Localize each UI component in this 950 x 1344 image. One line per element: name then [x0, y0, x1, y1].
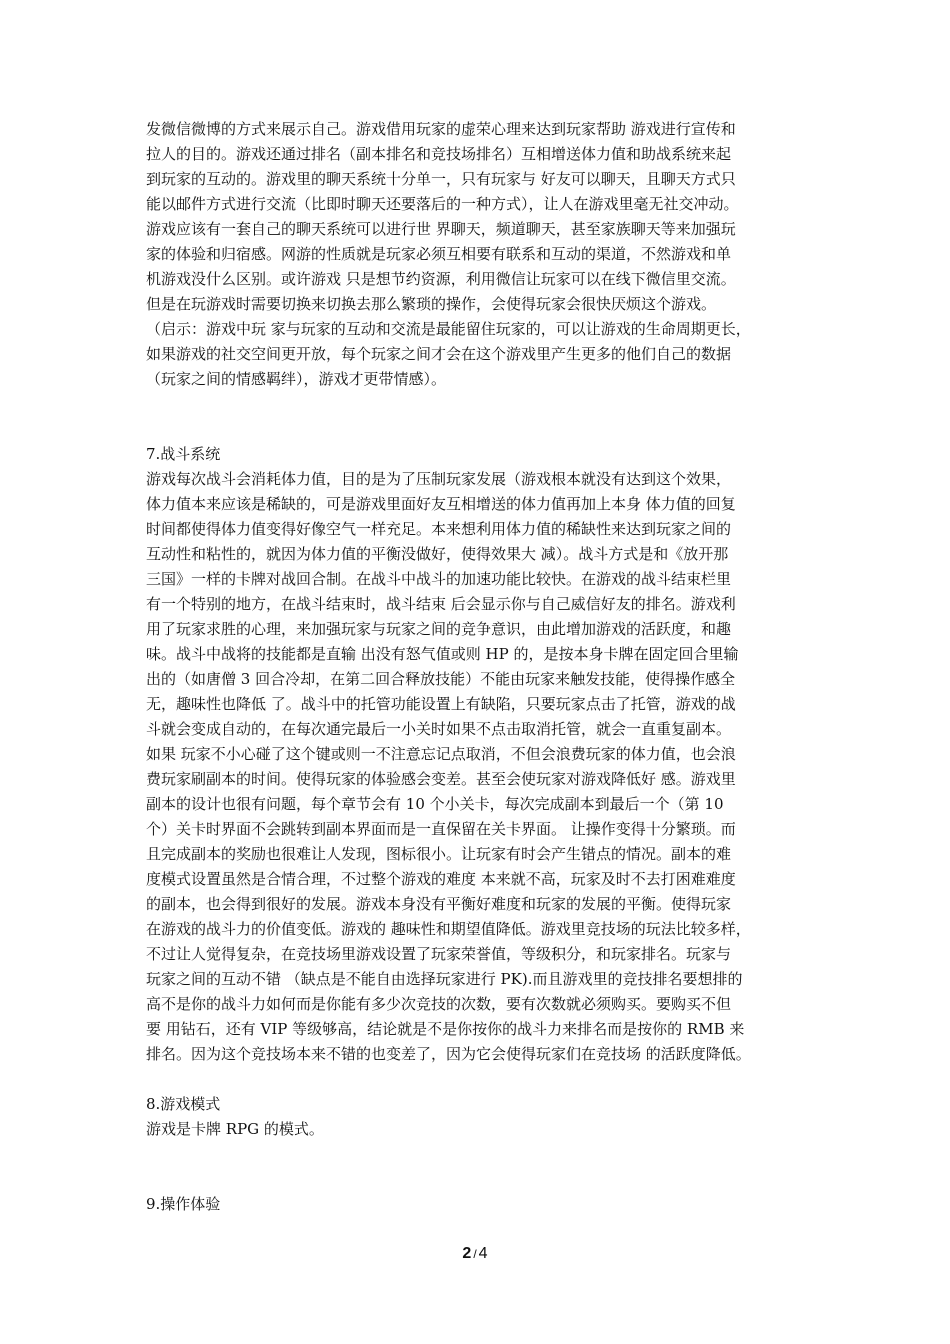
text-line: 度模式设置虽然是合情合理，不过整个游戏的难度 本来就不高，玩家及时不去打困难难度: [146, 870, 736, 888]
current-page: 2: [462, 1245, 472, 1262]
text-line: 如果游戏的社交空间更开放，每个玩家之间才会在这个游戏里产生更多的他们自己的数据: [146, 345, 732, 363]
text-line: 家的体验和归宿感。网游的性质就是玩家必须互相要有联系和互动的渠道，不然游戏和单: [146, 245, 732, 263]
text-line: 副本的设计也很有问题，每个章节会有 10 个小关卡，每次完成副本到最后一个（第 10: [146, 795, 724, 813]
text-line: 游戏是卡牌 RPG 的模式。: [146, 1120, 324, 1138]
text-line: （启示：游戏中玩 家与玩家的互动和交流是最能留住玩家的，可以让游戏的生命周期更长，: [146, 320, 751, 338]
text-line: 且完成副本的奖励也很难让人发现，图标很小。让玩家有时会产生错点的情况。副本的难: [146, 845, 732, 863]
total-pages: 4: [478, 1245, 488, 1262]
text-line: 拉人的目的。游戏还通过排名（副本排名和竞技场排名）互相增送体力值和助战系统来起: [146, 145, 732, 163]
text-line: 用了玩家求胜的心理，来加强玩家与玩家之间的竞争意识，由此增加游戏的活跃度，和趣: [146, 620, 732, 638]
text-line: 有一个特别的地方，在战斗结束时，战斗结束 后会显示你与自己威信好友的排名。游戏利: [146, 595, 736, 613]
text-line: 发微信微博的方式来展示自己。游戏借用玩家的虚荣心理来达到玩家帮助 游戏进行宣传和: [146, 120, 736, 138]
text-line: 要 用钻石，还有 VIP 等级够高，结论就是不是你按你的战斗力来排名而是按你的 RMB 来: [146, 1020, 745, 1038]
text-line: 到玩家的互动的。游戏里的聊天系统十分单一，只有玩家与 好友可以聊天，且聊天方式只: [146, 170, 736, 188]
text-line: 无，趣味性也降低 了。战斗中的托管功能设置上有缺陷，只要玩家点击了托管，游戏的战: [146, 695, 736, 713]
text-line: 味。战斗中战将的技能都是直输 出没有怒气值或则 HP 的，是按本身卡牌在固定回合里输: [146, 645, 739, 663]
text-line: 个）关卡时界面不会跳转到副本界面而是一直保留在关卡界面。 让操作变得十分繁琐。而: [146, 820, 736, 838]
text-line: 机游戏没什么区别。或许游戏 只是想节约资源，利用微信让玩家可以在线下微信里交流。: [146, 270, 736, 288]
text-line: 高不是你的战斗力如何而是你能有多少次竞技的次数，要有次数就必须购买。要购买不但: [146, 995, 732, 1013]
text-line: 互动性和粘性的，就因为体力值的平衡没做好，使得效果大 减）。战斗方式是和《放开那: [146, 545, 729, 563]
text-line: （玩家之间的情感羁绊），游戏才更带情感）。: [146, 370, 447, 388]
text-line: 时间都使得体力值变得好像空气一样充足。本来想利用体力值的稀缺性来达到玩家之间的: [146, 520, 732, 538]
text-line: 不过让人觉得复杂，在竞技场里游戏设置了玩家荣誉值，等级积分，和玩家排名。玩家与: [146, 945, 732, 963]
text-line: 出的（如唐僧 3 回合冷却，在第二回合释放技能）不能由玩家来触发技能，使得操作感全: [146, 670, 736, 688]
text-line: 能以邮件方式进行交流（比即时聊天还要落后的一种方式），让人在游戏里毫无社交冲动。: [146, 195, 739, 213]
page-number: [0, 1243, 950, 1265]
text-line: 游戏应该有一套自己的聊天系统可以进行世 界聊天，频道聊天，甚至家族聊天等来加强玩: [146, 220, 736, 238]
text-line: 费玩家刷副本的时间。使得玩家的体验感会变差。甚至会使玩家对游戏降低好 感。游戏里: [146, 770, 736, 788]
text-line: 排名。因为这个竞技场本来不错的也变差了，因为它会使得玩家们在竞技场 的活跃度降低。: [146, 1045, 751, 1063]
section-8-heading: 8.游戏模式: [146, 1095, 221, 1113]
text-line: 斗就会变成自动的，在每次通完最后一小关时如果不点击取消托管，就会一直重复副本。: [146, 720, 732, 738]
text-line: 游戏每次战斗会消耗体力值，目的是为了压制玩家发展（游戏根本就没有达到这个效果，: [146, 470, 732, 488]
text-line: 玩家之间的互动不错 （缺点是不能自由选择玩家进行 PK).而且游戏里的竞技排名要想排的: [146, 970, 743, 988]
text-line: 如果 玩家不小心碰了这个键或则一不注意忘记点取消，不但会浪费玩家的体力值，也会浪: [146, 745, 736, 763]
page-separator: /: [473, 1247, 477, 1261]
text-line: 的副本，也会得到很好的发展。游戏本身没有平衡好难度和玩家的发展的平衡。使得玩家: [146, 895, 732, 913]
text-line: 但是在玩游戏时需要切换来切换去那么繁琐的操作，会使得玩家会很快厌烦这个游戏。: [146, 295, 717, 313]
text-line: 体力值本来应该是稀缺的，可是游戏里面好友互相增送的体力值再加上本身 体力值的回复: [146, 495, 736, 513]
text-line: 在游戏的战斗力的价值变低。游戏的 趣味性和期望值降低。游戏里竞技场的玩法比较多样，: [146, 920, 751, 938]
section-9-heading: 9.操作体验: [146, 1195, 221, 1213]
section-7-heading: 7.战斗系统: [146, 445, 221, 463]
text-line: 三国》一样的卡牌对战回合制。在战斗中战斗的加速功能比较快。在游戏的战斗结束栏里: [146, 570, 732, 588]
